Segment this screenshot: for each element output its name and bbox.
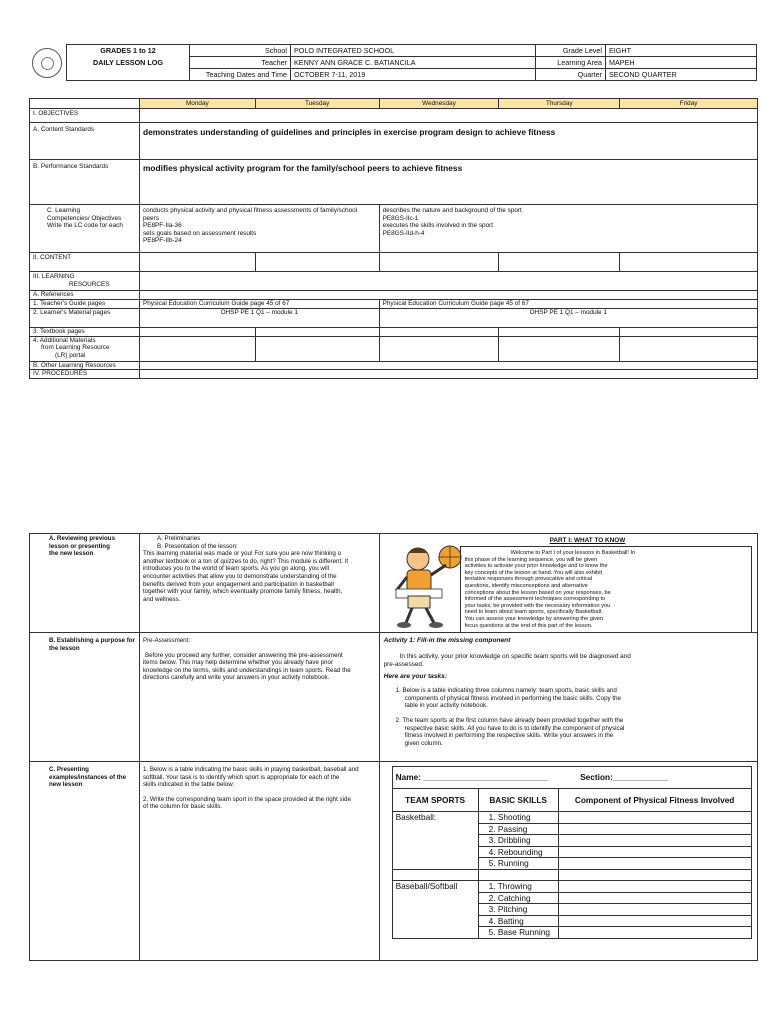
sport-baseball-softball: Baseball/Softball: [392, 881, 478, 893]
grade-level-value: EIGHT: [606, 45, 757, 57]
day-friday-cell: Friday: [620, 99, 758, 109]
skill-row: 2. Passing: [478, 823, 558, 835]
col-component: Component of Physical Fitness Involved: [558, 789, 751, 812]
presenting-text: 1. Below is a table indicating the basic skills in playing basketball, baseball and softball. Your task is to identify which sport is appropriate for each of the skills indicated in the table below. 2. Write the corresponding team sport in the space provided at the right side of the column for basic skills.: [139, 762, 379, 961]
reviewing-text: A. Preliminaries B. Presentation of the lesson: This learning material was made or you! For sure you are now thinking o another textbook or a ton of quizzes to do, right? This module is different. It introduces you to the world of team sports. As you go along, you will encounter activities that allow you to demonstrate understanding of the benefits derived from your engagement and participation in basketball together with your family, which eventually promote family fitness, health, and wellness.: [139, 534, 379, 633]
content-standards-label: A. Content Standards: [30, 123, 140, 160]
school-label: School: [190, 45, 291, 57]
learning-area-value: MAPEH: [606, 57, 757, 69]
deped-seal-logo: [28, 45, 67, 81]
learning-area-label: Learning Area: [536, 57, 606, 69]
teacher-value: KENNY ANN GRACE C. BATIANCILA: [291, 57, 536, 69]
skill-row: 2. Catching: [478, 892, 558, 904]
day-thursday-cell: Thursday: [499, 99, 620, 109]
part-title: PART I: WHAT TO KNOW: [549, 537, 626, 544]
activity-intro: In this activity, your prior knowledge on specific team sports will be diagnosed and pre-assessed.: [383, 653, 631, 668]
col-team-sports: TEAM SPORTS: [392, 789, 478, 812]
basketball-player-cartoon: [388, 539, 470, 629]
title-grades: GRADES 1 to 12: [67, 45, 190, 57]
purpose-text: Pre-Assessment: Before you proceed any further, consider answering the pre-assessment items below. This may help determine whether you already have prior knowledge on the terms, skills and understandings in team sports. Read the directions carefully and write your answers in your activity notebook.: [139, 633, 379, 762]
sport-basketball: Basketball:: [392, 812, 478, 824]
objectives-label: I. OBJECTIVES: [30, 109, 140, 123]
dates-value: OCTOBER 7-11, 2019: [291, 69, 536, 81]
skill-row: 4. Rebounding: [478, 846, 558, 858]
section-field: Section:____________: [558, 767, 751, 789]
lesson-log-grid: [29, 98, 758, 379]
title-blank: [67, 69, 190, 81]
learning-resources-label: III. LEARNING RESOURCES: [30, 272, 140, 291]
skill-row: 1. Throwing: [478, 881, 558, 893]
skill-row: 3. Dribbling: [478, 835, 558, 847]
competencies-label: C. Learning Competencies/ Objectives Write the LC code for each: [30, 205, 140, 253]
textbook-label: 3. Textbook pages: [30, 328, 140, 337]
skill-row: 5. Base Running: [478, 927, 558, 939]
purpose-label: B. Establishing a purpose for the lesson: [30, 633, 140, 762]
competencies-mon-tue: conducts physical activity and physical fitness assessments of family/school peers PE8PF-IIa-36 sets goals based on assessment results PE8PF-IIb-24: [139, 205, 379, 253]
day-monday-cell: Monday: [139, 99, 255, 109]
content-standards-value: demonstrates understanding of guidelines and principles in exercise program design to achieve fitness: [139, 123, 757, 160]
task-2: 2. The team sports at the first column have already been provided together with the respective basic skills. All you have to do is to identify the component of physical fitness involved in performing the respective skills. Write your answers in the given column.: [395, 717, 625, 747]
teacher-label: Teacher: [190, 57, 291, 69]
references-label: A. References: [30, 291, 140, 300]
tasks-title: Here are your tasks:: [383, 673, 448, 680]
other-resources-label: B. Other Learning Resources: [30, 361, 140, 370]
day-tuesday-cell: Tuesday: [255, 99, 379, 109]
quarter-label: Quarter: [536, 69, 606, 81]
what-to-know-panel: [379, 534, 757, 633]
header-table: [28, 44, 757, 81]
learners-material-mon: OHSP PE 1 Q1 – module 1: [139, 309, 379, 328]
teachers-guide-mon: Physical Education Curriculum Guide page 45 of 67: [139, 300, 379, 309]
teachers-guide-label: 1. Teacher's Guide pages: [30, 300, 140, 309]
part-intro-box: Welcome to Part I of your lessons in Basketball! In this phase of the learning sequence, you will be given activities to activate your prior knowledge and to know the key concepts of the lesson at hand. You will also exhibit tentative responses through provocative and critical questions, identify misconceptions and alternative conceptions about the lesson based on your responses, be informed of the assessment techniques corresponding to your tasks; be provided with the necessary information you need to learn about team sports, specifically Basketball. You can assess your knowledge by answering the given focus questions at the end of this part of the lesson.: [460, 546, 752, 633]
reviewing-label: A. Reviewing previous lesson or presenting the new lesson: [30, 534, 140, 633]
competencies-wed-fri: describes the nature and background of the sport PE8GS-IIc-1 executes the skills involved in the sport PE8GS-IId-h-4: [379, 205, 757, 253]
activity-title: Activity 1: Fill-in the missing component: [383, 637, 511, 644]
skill-row: 4. Batting: [478, 915, 558, 927]
title-dll: DAILY LESSON LOG: [67, 57, 190, 69]
teachers-guide-wed: Physical Education Curriculum Guide page 45 of 67: [379, 300, 757, 309]
learners-material-wed: OHSP PE 1 Q1 – module 1: [379, 309, 757, 328]
procedures-label: IV. PROCEDURES: [30, 370, 140, 379]
col-basic-skills: BASIC SKILLS: [478, 789, 558, 812]
school-value: POLO INTEGRATED SCHOOL: [291, 45, 536, 57]
skill-row: 1. Shooting: [478, 812, 558, 824]
procedures-table: [29, 533, 758, 961]
name-field: Name: ___________________________: [392, 767, 558, 789]
day-wednesday-cell: Wednesday: [379, 99, 499, 109]
dates-label: Teaching Dates and Time: [190, 69, 291, 81]
task-1: 1. Below is a table indicating three columns namely: team sports, basic skills and components of physical fitness involved in performing the basic skills. Copy the table in your activity notebook.: [395, 687, 621, 710]
performance-standards-label: B. Performance Standards: [30, 160, 140, 205]
additional-materials-label: 4. Additional Materials from Learning Resource (LR) portal: [30, 336, 140, 361]
learners-material-label: 2. Learner's Material pages: [30, 309, 140, 328]
skill-row: 3. Pitching: [478, 904, 558, 916]
content-label: II. CONTENT: [30, 253, 140, 272]
presenting-label: C. Presenting examples/instances of the new lesson: [30, 762, 140, 961]
grade-level-label: Grade Level: [536, 45, 606, 57]
quarter-value: SECOND QUARTER: [606, 69, 757, 81]
worksheet-table: [392, 766, 752, 939]
worksheet-panel: [379, 762, 757, 961]
activity-panel: [379, 633, 757, 762]
performance-standards-value: modifies physical activity program for the family/school peers to achieve fitness: [139, 160, 757, 205]
skill-row: 5. Running: [478, 858, 558, 870]
